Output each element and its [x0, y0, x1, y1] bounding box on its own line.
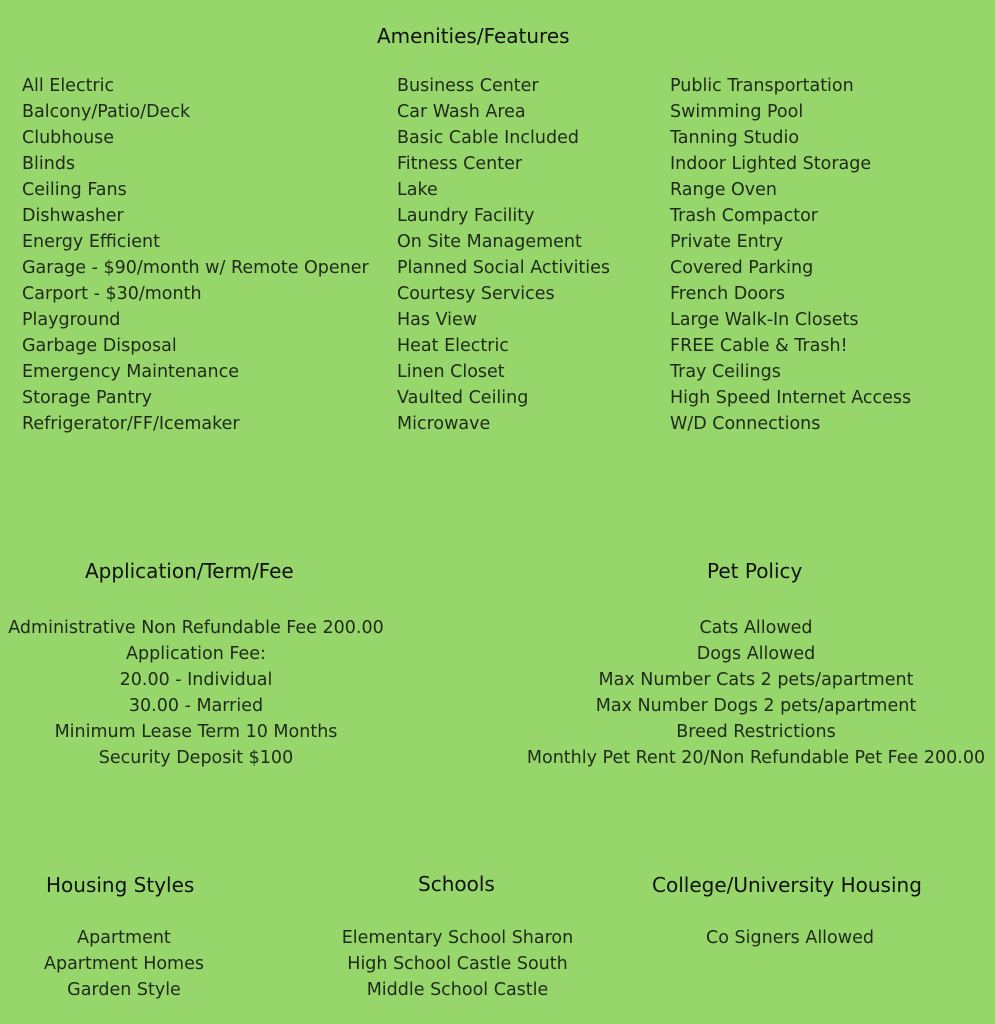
list-item: Refrigerator/FF/Icemaker — [22, 414, 240, 434]
list-item: Heat Electric — [397, 336, 509, 356]
list-item: Trash Compactor — [670, 206, 818, 226]
list-item: Administrative Non Refundable Fee 200.00 — [8, 618, 384, 638]
list-item: Garage - $90/month w/ Remote Opener — [22, 258, 369, 278]
housing-styles-title: Housing Styles — [46, 873, 195, 897]
list-item: Planned Social Activities — [397, 258, 611, 278]
list-item: Apartment — [77, 928, 171, 948]
list-item: Vaulted Ceiling — [397, 388, 529, 408]
list-item: High School Castle South — [347, 954, 568, 974]
list-item: Car Wash Area — [397, 102, 526, 122]
pet-policy-title: Pet Policy — [707, 559, 803, 583]
list-item: Max Number Dogs 2 pets/apartment — [595, 696, 917, 716]
amenities-title: Amenities/Features — [377, 24, 570, 48]
list-item: Storage Pantry — [22, 388, 153, 408]
application-lines — [0, 615, 392, 771]
list-item: Swimming Pool — [670, 102, 804, 122]
list-item: Laundry Facility — [397, 206, 535, 226]
list-item: Microwave — [397, 414, 491, 434]
list-item: Has View — [397, 310, 478, 330]
pet-policy-lines — [520, 615, 992, 771]
list-item: Courtesy Services — [397, 284, 555, 304]
list-item: Cats Allowed — [699, 618, 813, 638]
list-item: Breed Restrictions — [676, 722, 836, 742]
list-item: All Electric — [22, 76, 115, 96]
list-item: Elementary School Sharon — [341, 928, 574, 948]
list-item: Public Transportation — [670, 76, 854, 96]
list-item: 20.00 - Individual — [119, 670, 273, 690]
list-item: Indoor Lighted Storage — [670, 154, 872, 174]
list-item: Garden Style — [67, 980, 181, 1000]
list-item: Application Fee: — [126, 644, 266, 664]
list-item: Covered Parking — [670, 258, 814, 278]
list-item: Garbage Disposal — [22, 336, 177, 356]
list-item: Balcony/Patio/Deck — [22, 102, 191, 122]
list-item: Dogs Allowed — [696, 644, 816, 664]
list-item: Carport - $30/month — [22, 284, 202, 304]
application-title: Application/Term/Fee — [85, 559, 294, 583]
list-item: On Site Management — [397, 232, 582, 252]
list-item: Business Center — [397, 76, 539, 96]
list-item: Basic Cable Included — [397, 128, 579, 148]
list-item: Clubhouse — [22, 128, 115, 148]
list-item: Tray Ceilings — [670, 362, 781, 382]
list-item: Max Number Cats 2 pets/apartment — [598, 670, 914, 690]
list-item: Dishwasher — [22, 206, 124, 226]
list-item: French Doors — [670, 284, 785, 304]
list-item: 30.00 - Married — [128, 696, 264, 716]
schools-lines — [320, 925, 595, 1003]
housing-styles-lines — [20, 925, 228, 1003]
amenities-column-2 — [397, 73, 610, 437]
list-item: Ceiling Fans — [22, 180, 127, 200]
list-item: Fitness Center — [397, 154, 523, 174]
list-item: Emergency Maintenance — [22, 362, 239, 382]
list-item: Linen Closet — [397, 362, 505, 382]
amenities-column-3 — [670, 73, 911, 437]
list-item: Playground — [22, 310, 121, 330]
list-item: Energy Efficient — [22, 232, 161, 252]
list-item: Security Deposit $100 — [98, 748, 294, 768]
schools-title: Schools — [418, 872, 495, 896]
list-item: FREE Cable & Trash! — [670, 336, 848, 356]
list-item: High Speed Internet Access — [670, 388, 912, 408]
list-item: Range Oven — [670, 180, 778, 200]
list-item: Tanning Studio — [670, 128, 800, 148]
list-item: Apartment Homes — [44, 954, 204, 974]
list-item: Middle School Castle — [366, 980, 549, 1000]
list-item: Minimum Lease Term 10 Months — [54, 722, 338, 742]
list-item: Blinds — [22, 154, 76, 174]
list-item: Large Walk-In Closets — [670, 310, 859, 330]
list-item: Lake — [397, 180, 438, 200]
college-housing-title: College/University Housing — [652, 873, 922, 897]
amenities-column-1 — [22, 73, 369, 437]
list-item: Co Signers Allowed — [706, 928, 874, 948]
list-item: Monthly Pet Rent 20/Non Refundable Pet Fee 200.00 — [526, 748, 986, 768]
list-item: W/D Connections — [670, 414, 821, 434]
list-item: Private Entry — [670, 232, 784, 252]
college-housing-lines — [640, 925, 940, 951]
